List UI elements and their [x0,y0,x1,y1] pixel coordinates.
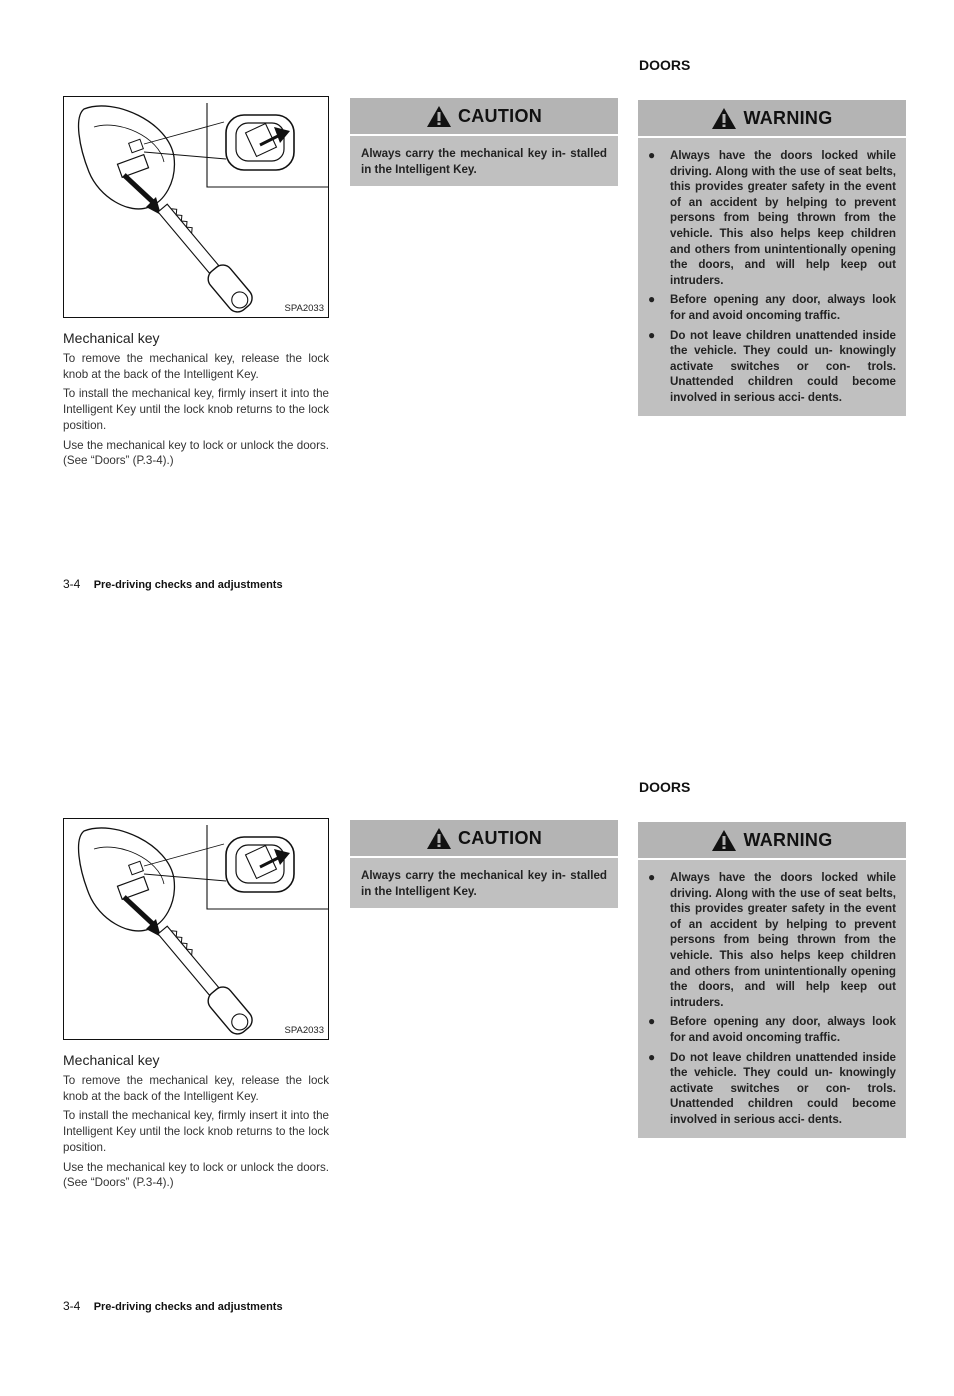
page-number: 3-4 [63,577,81,591]
warning-triangle-icon [426,105,452,128]
bullet-icon: ● [648,148,656,162]
warning-item-text: Do not leave children unattended inside the vehicle. They could un- knowingly activate switches or con- trols. Unattended children could become involved in serious acci- dents. [670,1050,896,1126]
caution-header [350,820,618,858]
caution-box [350,820,618,908]
caution-box [350,98,618,186]
page-number: 3-4 [63,1299,81,1313]
caution-header [350,98,618,136]
figure-code: SPA2033 [284,303,324,314]
page-footer [63,577,283,591]
warning-body [638,860,906,1138]
warning-item [648,328,896,406]
warning-triangle-icon [711,829,737,852]
warning-body [638,138,906,416]
warning-label: WARNING [743,107,833,128]
warning-item-text: Do not leave children unattended inside the vehicle. They could un- knowingly activate switches or con- trols. Unattended children could become involved in serious acci- dents. [670,328,896,404]
bullet-icon: ● [648,870,656,884]
key-drawing [64,97,328,317]
paragraph: Use the mechanical key to lock or unlock the doors. (See “Doors” (P.3-4).) [63,1160,329,1190]
paragraph: To install the mechanical key, firmly insert it into the Intelligent Key until the lock knob returns to the lock position. [63,387,329,432]
bullet-icon: ● [648,1049,656,1064]
section-title: DOORS [639,779,691,795]
warning-label: WARNING [743,829,833,850]
warning-header [638,100,906,138]
caution-label: CAUTION [457,827,543,848]
warning-triangle-icon [426,827,452,850]
section-title: DOORS [639,57,691,73]
chapter-title: Pre-driving checks and adjustments [93,1301,283,1313]
mechanical-key-section [63,1052,329,1195]
caution-text: Always carry the mechanical key in- stalled in the Intelligent Key. [361,869,607,898]
bullet-icon: ● [648,1014,656,1029]
warning-list [648,148,896,406]
figure-code: SPA2033 [284,1025,324,1036]
warning-item [648,148,896,288]
caution-body [350,136,618,186]
manual-page-1 [0,0,954,674]
paragraph: To remove the mechanical key, release the lock knob at the back of the Intelligent Key. [63,352,329,381]
mechanical-key-illustration [63,818,329,1040]
warning-item-text: Before opening any door, always look for and avoid oncoming traffic. [670,1015,896,1044]
subheading: Mechanical key [63,330,160,346]
caution-label: CAUTION [457,105,543,126]
caution-body [350,858,618,908]
warning-item-text: Always have the doors locked while driving. Along with the use of seat belts, this provides greater safety in the event of an accident by helping to prevent persons from being thrown from the vehicle. This also helps keep children and others from unintentionally opening the doors, and will help keep out intruders. [670,149,896,287]
warning-header [638,822,906,860]
warning-item [648,1014,896,1045]
warning-item-text: Always have the doors locked while driving. Along with the use of seat belts, this provides greater safety in the event of an accident by helping to prevent persons from being thrown from the vehicle. This also helps keep children and others from unintentionally opening the doors, and will help keep out intruders. [670,871,896,1009]
paragraph: Use the mechanical key to lock or unlock the doors. (See “Doors” (P.3-4).) [63,438,329,468]
warning-item [648,292,896,323]
mechanical-key-section [63,330,329,473]
warning-triangle-icon [711,107,737,130]
warning-box [638,100,906,416]
warning-item [648,1050,896,1128]
warning-item [648,870,896,1010]
warning-item-text: Before opening any door, always look for and avoid oncoming traffic. [670,293,896,322]
manual-page-2 [0,722,954,1396]
warning-list [648,870,896,1128]
caution-text: Always carry the mechanical key in- stalled in the Intelligent Key. [361,147,607,176]
bullet-icon: ● [648,292,656,307]
paragraph: To remove the mechanical key, release the lock knob at the back of the Intelligent Key. [63,1074,329,1103]
subheading: Mechanical key [63,1052,160,1068]
key-drawing [64,819,328,1039]
warning-box [638,822,906,1138]
mechanical-key-illustration [63,96,329,318]
chapter-title: Pre-driving checks and adjustments [93,579,283,591]
paragraph: To install the mechanical key, firmly insert it into the Intelligent Key until the lock knob returns to the lock position. [63,1109,329,1154]
bullet-icon: ● [648,327,656,342]
page-footer [63,1299,283,1313]
